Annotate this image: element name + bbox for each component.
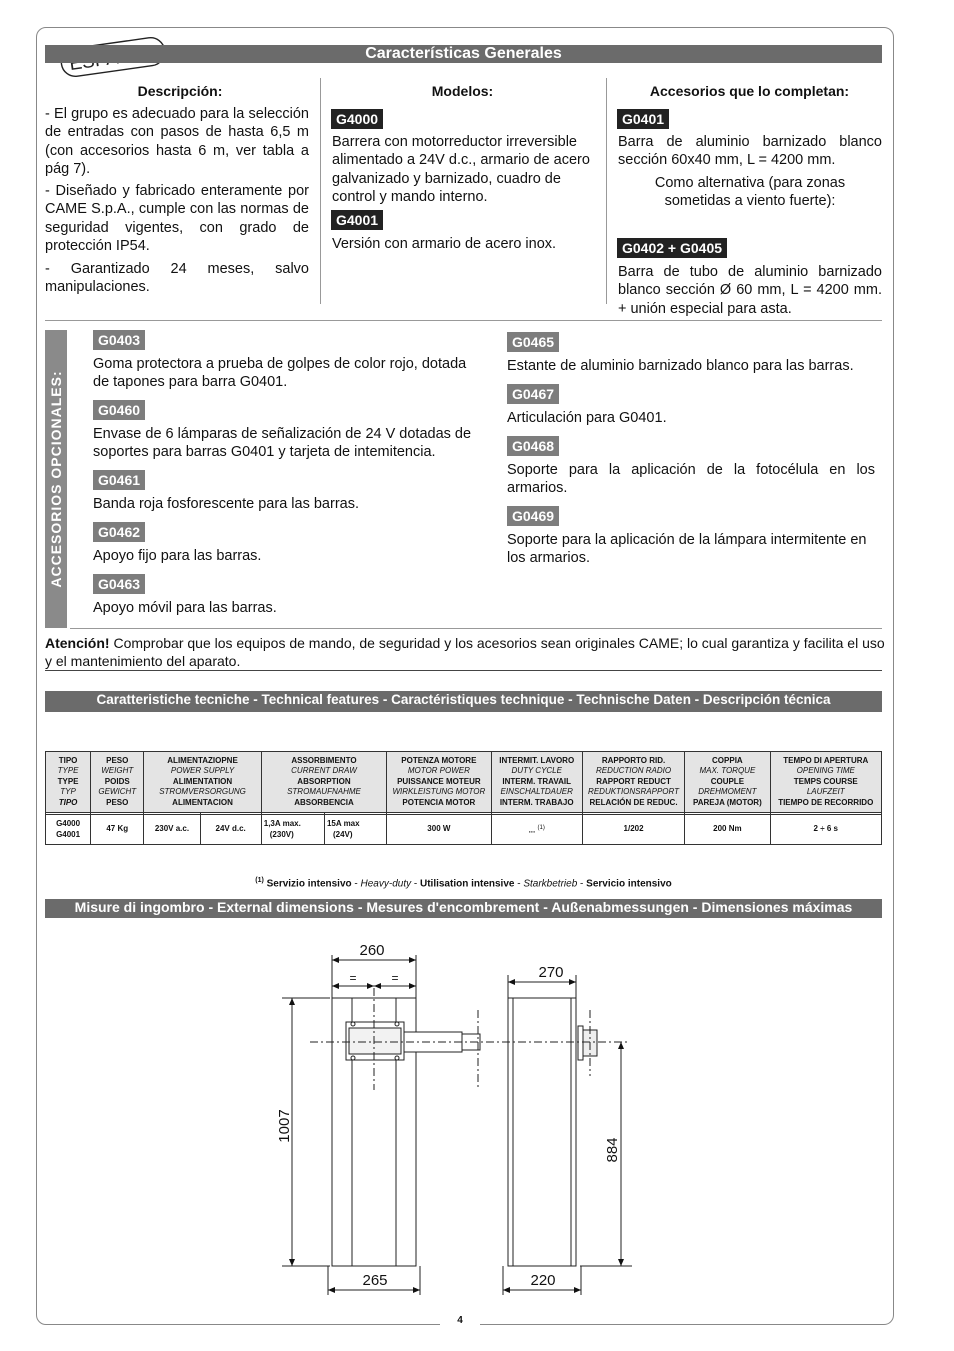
table-cell: 47 Kg xyxy=(91,815,144,845)
dim-side-base: 220 xyxy=(530,1272,556,1289)
attention-label: Atención! xyxy=(45,635,110,651)
description-paragraph: - Diseñado y fabricado enteramente por CAME S.p.A., cumple con las normas de seguridad vigentes, con grado de protección IP54. xyxy=(45,183,309,255)
dimensions-title: Misure di ingombro - External dimensions - Mesures d'encombrement - Außenabmessungen - Dimensiones máximas xyxy=(45,899,882,918)
table-cell: 2 ÷ 6 s xyxy=(770,815,881,845)
model-code-tag: G4001 xyxy=(331,210,383,230)
optional-accessories-label: ACCESORIOS OPCIONALES: xyxy=(45,330,67,628)
option-code-tag: G0463 xyxy=(93,574,145,594)
table-header-row xyxy=(46,752,882,813)
header-cell: ASSORBIMENTO CURRENT DRAW ABSORPTION STROMAUFNAHME ABSORBENCIA xyxy=(261,752,386,813)
accessory-description: Barra de aluminio barnizado blanco sección 60x40 mm, L = 4200 mm. xyxy=(618,134,882,169)
alternative-note: Como alternativa (para zonas sometidas a viento fuerte): xyxy=(654,175,846,210)
header-cell: ALIMENTAZIOPNE POWER SUPPLY ALIMENTATION STROMVERSORGUNG ALIMENTACION xyxy=(144,752,261,813)
header-cell: TIPO TYPE TYPE TYP TIPO xyxy=(46,752,91,813)
divider xyxy=(45,670,882,671)
description-paragraph: - El grupo es adecuado para la selección de entradas con pasos de hasta 6,5 m (con accesorios hasta 6 m, ver tabla a pág 7). xyxy=(45,106,309,178)
table-cell: 1/202 xyxy=(582,815,684,845)
technical-features-title: Caratteristiche tecniche - Technical features - Caractéristiques technique - Technische Daten - Descripción técnica xyxy=(45,691,882,712)
dim-equal-mark: = xyxy=(349,971,357,985)
header-cell: COPPIA MAX. TORQUE COUPLE DREHMOMENT PAREJA (MOTOR) xyxy=(685,752,770,813)
option-description: Soporte para la aplicación de la lámpara intermitente en los armarios. xyxy=(507,532,867,567)
dim-front-base: 265 xyxy=(362,1272,388,1289)
section-title: Características Generales xyxy=(45,45,882,63)
option-description: Estante de aluminio barnizado blanco para las barras. xyxy=(507,358,854,374)
accessory-code-tag: G0402 + G0405 xyxy=(617,238,727,258)
option-description: Articulación para G0401. xyxy=(507,410,667,426)
option-code-tag: G0461 xyxy=(93,470,145,490)
header-cell: INTERMIT. LAVORO DUTY CYCLE INTERM. TRAVAIL EINSCHALTDAUER INTERM. TRABAJO xyxy=(491,752,582,813)
dim-side-width: 270 xyxy=(538,964,564,981)
dim-total-height: 1007 xyxy=(276,1109,293,1143)
model-description: Versión con armario de acero inox. xyxy=(332,236,557,252)
option-description: Banda roja fosforescente para las barras. xyxy=(93,496,359,512)
option-code-tag: G0469 xyxy=(507,506,559,526)
option-description: Apoyo móvil para las barras. xyxy=(93,600,277,616)
header-cell: TEMPO DI APERTURA OPENING TIME TEMPS COURSE LAUFZEIT TIEMPO DE RECORRIDO xyxy=(770,752,881,813)
model-description: Barrera con motorreductor irreversible alimentado a 24V d.c., armario de acero galvanizado y barnizado, cuadro de control y mando interno. xyxy=(332,134,590,206)
option-code-tag: G0460 xyxy=(93,400,145,420)
header-cell: POTENZA MOTORE MOTOR POWER PUISSANCE MOTEUR WIRKLEISTUNG MOTOR POTENCIA MOTOR xyxy=(387,752,491,813)
dim-equal-mark: = xyxy=(391,971,399,985)
table-footnote: $^{(1)}$ Servizio intensivo - Heavy-duty - Utilisation intensive - Starkbetrieb - Servicio intensivo xyxy=(255,877,672,890)
header-cell: PESO WEIGHT POIDS GEWICHT PESO xyxy=(91,752,144,813)
option-description: Envase de 6 lámparas de señalización de 24 V dotadas de soportes para barras G0401 y tarjeta de intemitencia. xyxy=(93,426,472,461)
accessory-description: Barra de tubo de aluminio barnizado blanco sección Ø 60 mm, L = 4200 mm. + unión especial para asta. xyxy=(618,264,882,317)
page-number: 4 xyxy=(440,1315,480,1326)
technical-features-table xyxy=(45,751,882,845)
column-divider xyxy=(606,78,607,304)
accessories-heading: Accesorios que lo completan: xyxy=(649,83,850,99)
table-cell: 300 W xyxy=(387,815,491,845)
attention-text: Comprobar que los equipos de mando, de seguridad y los acesorios sean originales CAME; lo cual garantiza y facilita el uso y el mantenimiento del aparato. xyxy=(45,635,885,669)
option-code-tag: G0462 xyxy=(93,522,145,542)
table-cell: G4000 G4001 xyxy=(46,815,91,845)
description-paragraph: - Garantizado 24 meses, salvo manipulaciones. xyxy=(45,261,309,296)
table-row xyxy=(46,815,882,845)
dim-arm-height: 884 xyxy=(604,1137,621,1163)
table-cell: 230V a.c. xyxy=(144,815,200,845)
option-code-tag: G0403 xyxy=(93,330,145,350)
description-heading: Descripción: xyxy=(137,83,223,99)
divider xyxy=(45,320,882,321)
option-code-tag: G0467 xyxy=(507,384,559,404)
attention-note xyxy=(45,634,885,670)
dimensions-drawing xyxy=(276,940,640,1300)
dim-front-width: 260 xyxy=(359,942,385,959)
table-cell: 15A max (24V) xyxy=(324,815,386,845)
models-heading: Modelos: xyxy=(431,83,494,99)
option-code-tag: G0465 xyxy=(507,332,559,352)
divider xyxy=(70,628,882,629)
column-divider xyxy=(320,78,321,304)
accessory-code-tag: G0401 xyxy=(617,109,669,129)
header-cell: RAPPORTO RID. REDUCTION RADIO RAPPORT REDUCT REDUKTIONSRAPPORT RELACIÓN DE REDUC. xyxy=(582,752,684,813)
option-description: Apoyo fijo para las barras. xyxy=(93,548,262,564)
option-description: Goma protectora a prueba de golpes de color rojo, dotada de tapones para barra G0401. xyxy=(93,356,467,391)
option-code-tag: G0468 xyxy=(507,436,559,456)
table-cell: 200 Nm xyxy=(685,815,770,845)
option-description: Soporte para la aplicación de la fotocélula en los armarios. xyxy=(507,462,875,497)
table-cell: 1,3A max. (230V) xyxy=(261,815,324,845)
table-cell: 24V d.c. xyxy=(200,815,261,845)
table-cell: ... $^{(1)}$ xyxy=(491,815,582,845)
model-code-tag: G4000 xyxy=(331,109,383,129)
